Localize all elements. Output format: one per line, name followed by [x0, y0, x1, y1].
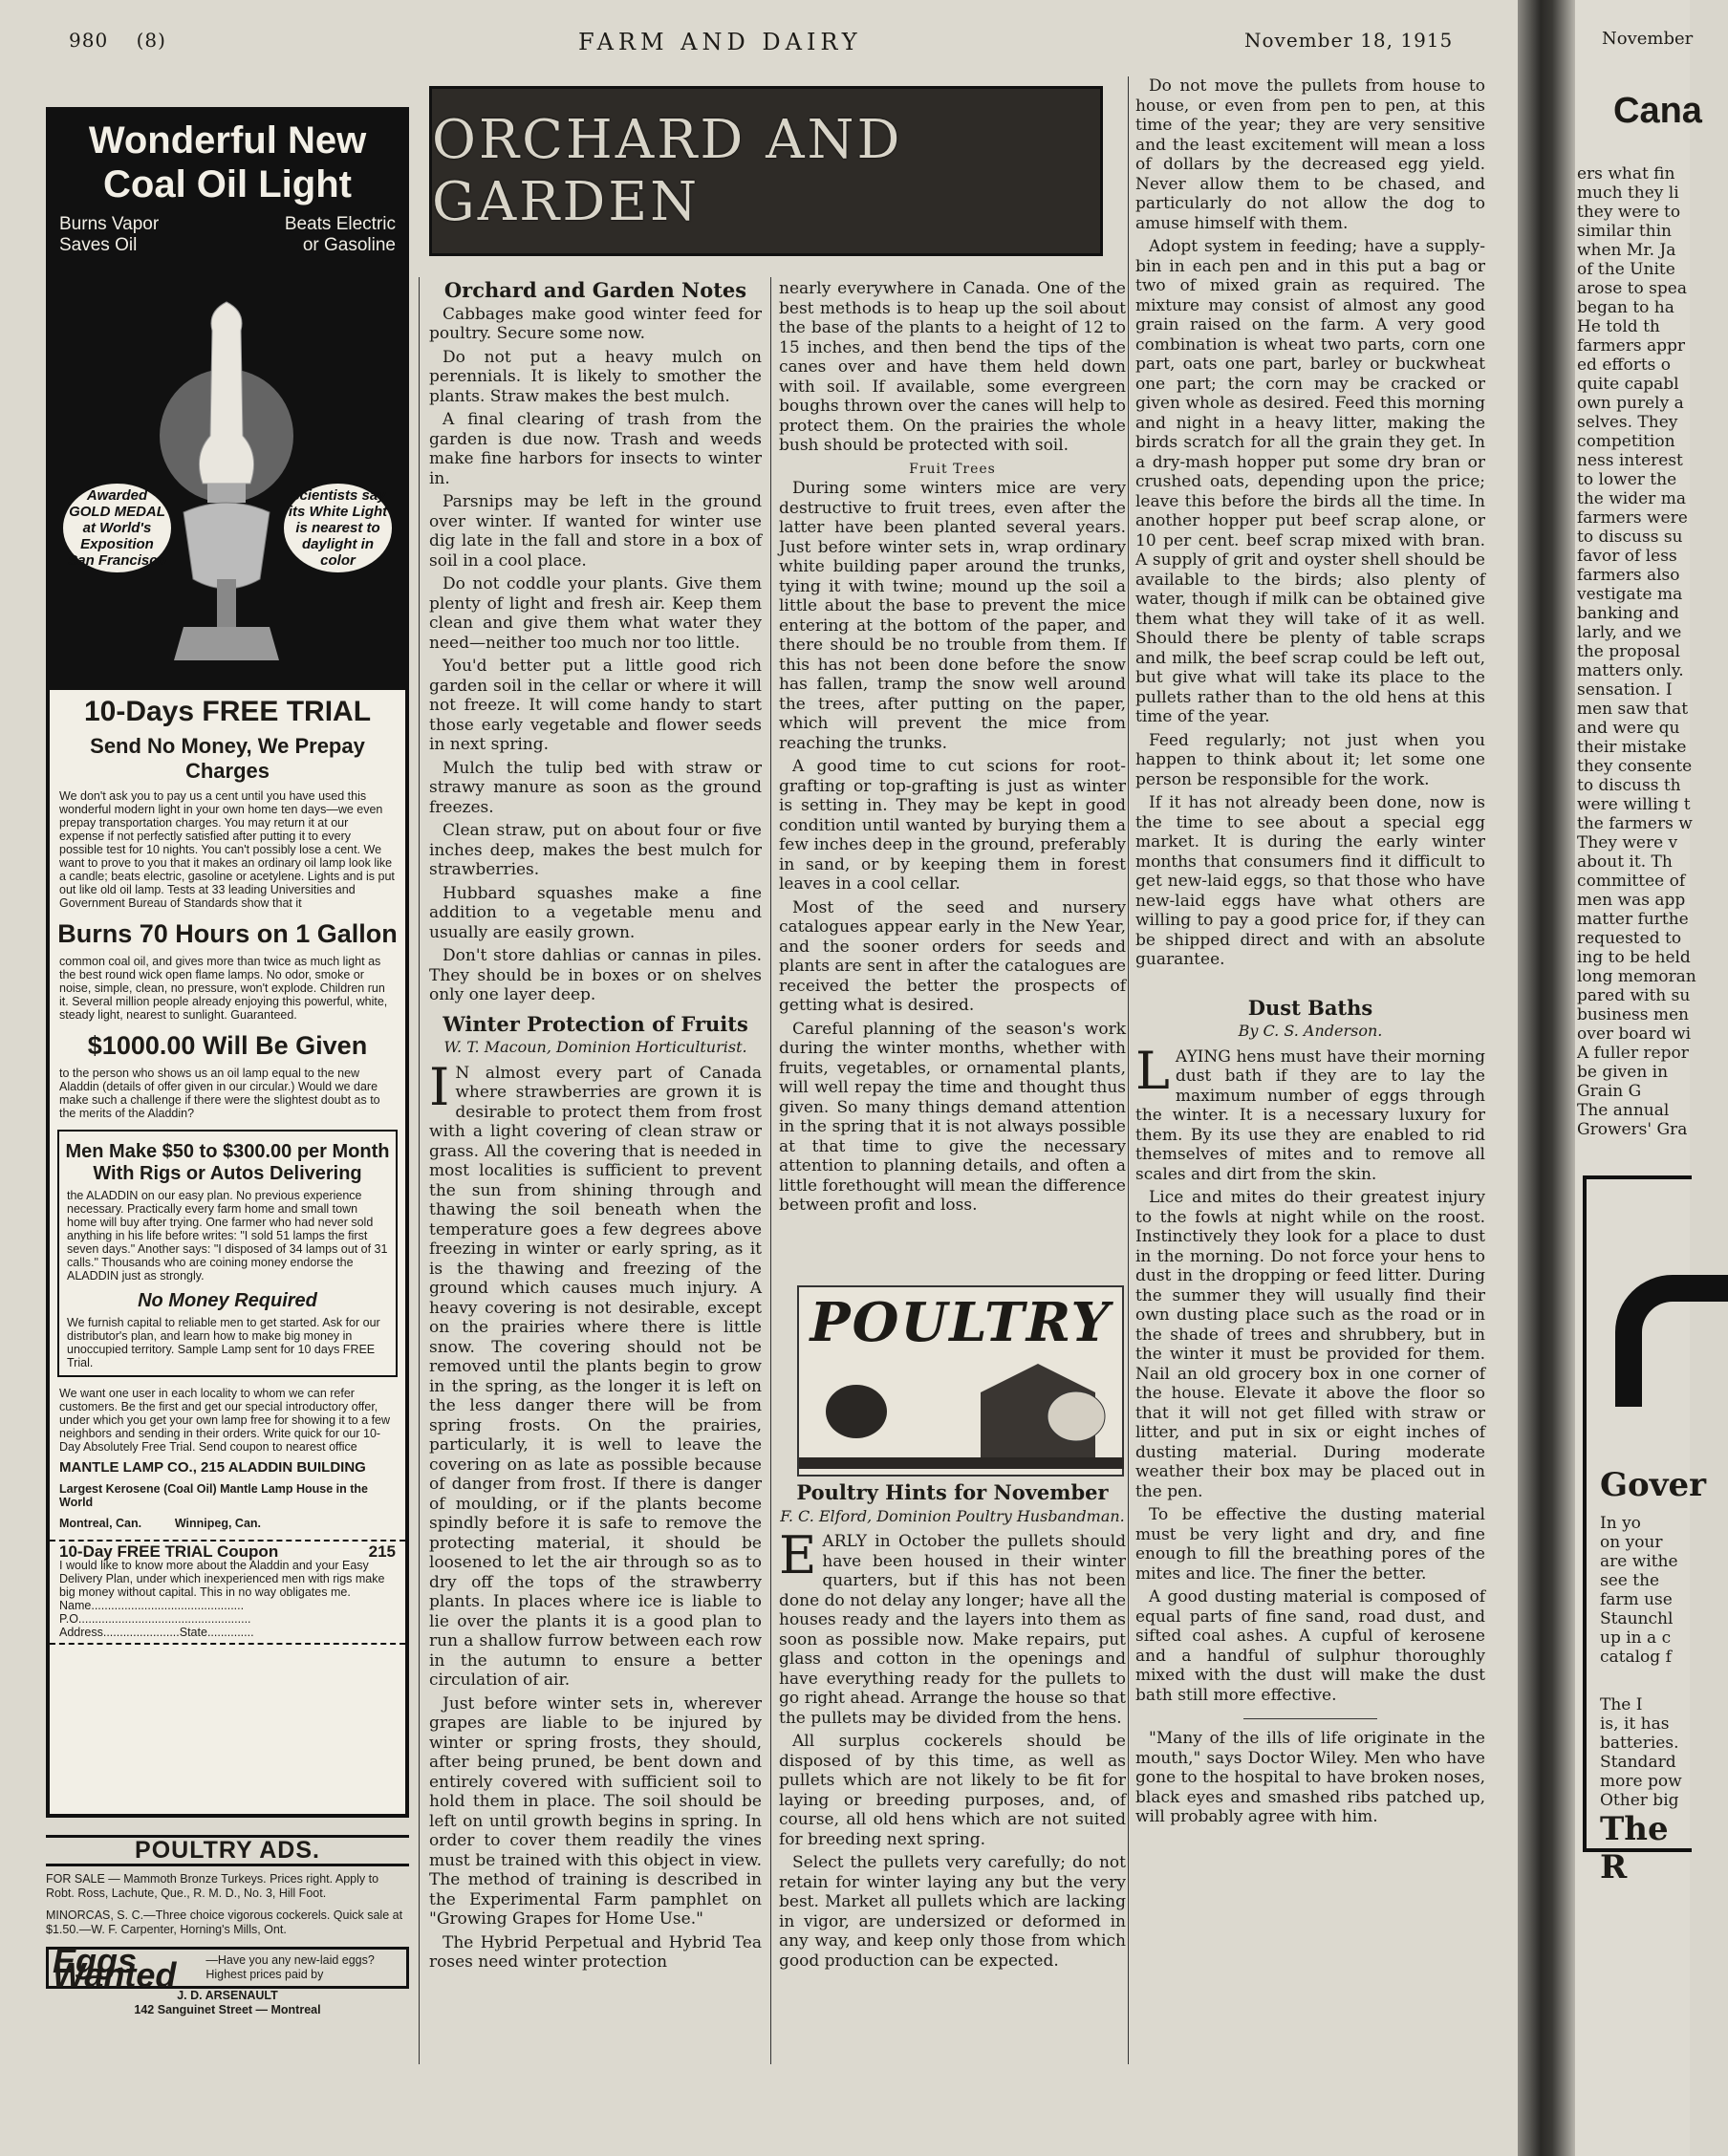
- text-line: committee of: [1577, 872, 1686, 891]
- dust-baths-paragraph: Lice and mites do their greatest injury to the fowls at night while on the roost. Instinctively they look for a place to dust in the morning. Do not force your hens to dust in the dropping or feed litter. During the summer they will usually find their own dusting place such as the road or in the shade of trees and shrubbery, but in the winter it must be provided for them. Nail an old grocery box in one corner of the house. Elevate it above the floor so that it will not get filled with straw or litter, and put in six or eight inches of dusting material. During moderate weather their box may be placed out in the pen.: [1135, 1188, 1485, 1501]
- text-line: larly, and we: [1577, 623, 1682, 642]
- coupon-text: I would like to know more about the Aladdin and your Easy Delivery Plan, under which inexperienced men with rigs make big money without capital. This in no way obligates me.: [59, 1559, 385, 1599]
- text-line: farmers also: [1577, 566, 1680, 585]
- text-line: the wider ma: [1577, 489, 1686, 508]
- text-line: the proposal: [1577, 642, 1680, 661]
- poultry-hints-continued: If it has not already been done, now is the time to see about a special egg market. It is during the early winter months that consumers find it difficult to get new-laid eggs, so that those who have new-laid eggs have what others are willing to pay a good price for, if they can be shipped direct and with an absolute guarantee.: [1135, 793, 1485, 969]
- poultry-hints-byline: F. C. Elford, Dominion Poultry Husbandman.: [780, 1506, 1125, 1525]
- burns-text: common coal oil, and gives more than twice as much light as the best round wick open flame lamps. No odor, smoke or noise, simple, clean, no pressure, won't explode. Children run it. Several million people already enjoying this powerful, white, steady light, nearest to sunlight. Guaranteed.: [59, 955, 388, 1022]
- text-line: up in a c: [1600, 1628, 1672, 1648]
- text-line: about it. Th: [1577, 852, 1673, 872]
- gold-medal-badge: Awarded GOLD MEDAL at World's Exposition San Francisco: [63, 484, 171, 572]
- text-line: long memoran: [1577, 967, 1696, 986]
- text-line: favor of less: [1577, 547, 1677, 566]
- coupon-number: 215: [368, 1542, 396, 1561]
- eggs-buyer-name: J. D. ARSENAULT: [177, 1989, 278, 2002]
- text-line: on your: [1600, 1533, 1663, 1552]
- winter-protection-title: Winter Protection of Fruits: [443, 1011, 748, 1036]
- text-line: batteries.: [1600, 1734, 1679, 1753]
- poultry-hints-title: Poultry Hints for November: [796, 1480, 1109, 1504]
- issue-date: November 18, 1915: [1244, 29, 1454, 52]
- orchard-note: A final clearing of trash from the garden is due now. Trash and weeds make fine harbors for insects to winter in.: [429, 410, 762, 488]
- facing-ad-heading: Gover: [1600, 1466, 1707, 1504]
- orchard-note: Do not coddle your plants. Give them plenty of light and fresh air. Keep them clean and give them what water they need—neither too much nor too little.: [429, 574, 762, 653]
- text-line: arose to spea: [1577, 279, 1687, 298]
- text-line: He told th: [1577, 317, 1660, 336]
- poultry-ad-turkeys: FOR SALE — Mammoth Bronze Turkeys. Prices right. Apply to Robt. Ross, Lachute, Que., R. M. D., No. 3, Hill Foot.: [46, 1872, 379, 1900]
- dust-baths-title: Dust Baths: [1247, 995, 1373, 1020]
- orchard-note: Cabbages make good winter feed for poultry. Secure some now.: [429, 304, 762, 343]
- column-rule: [770, 277, 771, 2064]
- coupon-title-row: [59, 1542, 396, 1561]
- orchard-note: You'd better put a little good rich garden soil in the cellar or where it will not freeze. It will come handy to start those early vegetable and flower seeds in next spring.: [429, 657, 762, 754]
- coupon-address-field[interactable]: Address.......................State..............: [59, 1626, 254, 1639]
- text-line: pared with su: [1577, 986, 1691, 1005]
- text-line: more pow: [1600, 1772, 1682, 1791]
- ad-header: [50, 111, 405, 690]
- facing-ad-footer: The R: [1600, 1810, 1669, 1886]
- text-line: the farmers w: [1577, 814, 1693, 833]
- aladdin-lamp-advertisement: [46, 107, 409, 1818]
- divider: [1243, 1718, 1377, 1719]
- coupon-name-field[interactable]: Name..............................................: [59, 1599, 245, 1612]
- text-line: Staunchl: [1600, 1609, 1674, 1628]
- facing-page-date: November: [1602, 29, 1694, 49]
- facing-ad-text: [1600, 1514, 1678, 1667]
- orchard-note: Do not put a heavy mulch on perennials. It is likely to smother the plants. Straw makes the best mulch.: [429, 347, 762, 406]
- drop-cap: E: [779, 1525, 817, 1585]
- text-line: vestigate ma: [1577, 585, 1683, 604]
- text-line: requested to: [1577, 929, 1682, 948]
- column-4: [1135, 76, 1485, 1831]
- binding-gutter: [1518, 0, 1575, 2156]
- poultry-ads: [46, 1835, 409, 2017]
- fruit-trees-paragraph: During some winters mice are very destructive to fruit trees, even after the latter have been planted several years. Just before winter sets in, wrap ordinary white building paper around the trunks, tying it with twine; mound up the soil a little about the base to prevent the mice entering at the bottom of the paper, and there should be no trouble from them. If this has not been done before the snow has fallen, tramp the snow well around the trees, after putting on the paper, which will prevent the mice from reaching the trunks.: [779, 479, 1126, 753]
- text-line: farm use: [1600, 1590, 1673, 1609]
- text-line: is, it has: [1600, 1714, 1670, 1734]
- masthead: FARM AND DAIRY: [578, 29, 862, 55]
- text-line: when Mr. Ja: [1577, 241, 1676, 260]
- column-2: [429, 279, 762, 1976]
- poultry-hints-paragraph: Select the pullets very carefully; do not retain for winter laying any but the very best. Market all pullets which are lacking in vigor, are undersized or deformed in any way, and keep only those from which good production can be expected.: [779, 1853, 1126, 1971]
- fruit-trees-paragraph: A good time to cut scions for root-grafting or top-grafting is just as winter is setting in. They may be kept in good condition until wanted by burying them a few inches deep in the ground, preferably in sand, or by keeping them in forest leaves in a cool cellar.: [779, 757, 1126, 894]
- men-make-heading: Men Make $50 to $300.00 per Month With Rigs or Autos Delivering: [65, 1141, 390, 1184]
- text-line: catalog f: [1600, 1648, 1672, 1667]
- text-line: Grain G: [1577, 1082, 1642, 1101]
- text-line: ness interest: [1577, 451, 1683, 470]
- user-wanted-text: We want one user in each locality to whom we can refer customers. Be the first and get our special introductory offer, under which you get your own lamp free for showing it to a few neighbors and sending in their orders. Write quick for our 10-Day Absolutely Free Trial. Send coupon to nearest office: [59, 1387, 391, 1454]
- text-line: were willing t: [1577, 795, 1691, 814]
- column-rule: [1128, 76, 1129, 2064]
- text-line: to discuss su: [1577, 528, 1683, 547]
- men-make-text: the ALADDIN on our easy plan. No previous experience necessary. Practically every farm home and small town home will buy after trying. One farmer who had never sold anything in his life before writes: "I sold 51 lamps the first seven days." Another says: "I disposed of 34 lamps out of 31 calls." Thousands who are coining money endorse the ALADDIN just as strongly.: [67, 1189, 388, 1283]
- ad-sub-right: Beats Electric or Gasoline: [284, 214, 396, 255]
- poultry-hints-lead: EARLY in October the pullets should have been housed in their winter quarters, but if this has not been done do not delay any longer; have all the houses ready and the layers into them as soon as possible now. Make repairs, put glass and cotton in the openings and have everything ready for the pullets to go right ahead. Arrange the house so that the pullets may be divided from the hens.: [779, 1525, 1126, 1728]
- white-light-badge: Scientists say its White Light is nearest to daylight in color: [284, 484, 392, 572]
- free-trial-heading: 10-Days FREE TRIAL: [83, 696, 372, 727]
- orchard-note: Clean straw, put on about four or five inches deep, makes the best mulch for strawberries.: [429, 821, 762, 879]
- eggs-wanted-title: Eggs Wanted: [53, 1941, 177, 1994]
- send-no-money-text: We don't ask you to pay us a cent until you have used this wonderful modern light in your own home ten days—we even prepay transportation charges. You may return it at our expense if not perfectly satisfied after putting it to every possible test for 10 nights. You can't possibly lose a cent. We want to prove to you that it makes an ordinary oil lamp look like a candle; beats electric, gasoline or acetylene. Lights and is put out like old oil lamp. Tests at 33 leading Universities and Government Bureau of Standards show that it: [59, 789, 395, 910]
- ad-subheads: [59, 214, 396, 256]
- poultry-hints-continued: Feed regularly; not just when you happen to think about it; let some one person be responsible for the work.: [1135, 730, 1485, 789]
- ad-graphic: [1615, 1275, 1728, 1407]
- text-line: matters only.: [1577, 661, 1684, 680]
- company-cities: Montreal, Can. Winnipeg, Can.: [59, 1517, 262, 1530]
- dust-baths-quote: "Many of the ills of life originate in the mouth," says Doctor Wiley. Men who have gone to the hospital to have broken noses, black eyes and smashed ribs patched up, will probably agree with him.: [1135, 1729, 1485, 1826]
- text-line: see the: [1600, 1571, 1660, 1590]
- text-line: A fuller repor: [1577, 1044, 1689, 1063]
- text-line: They were v: [1577, 833, 1678, 852]
- eggs-buyer-address: 142 Sanguinet Street — Montreal: [134, 2003, 321, 2016]
- eggs-wanted-text: —Have you any new-laid eggs? Highest prices paid by: [205, 1953, 375, 1981]
- text-line: The annual: [1577, 1101, 1670, 1120]
- text-line: they consente: [1577, 757, 1693, 776]
- text-line: own purely a: [1577, 394, 1684, 413]
- lamp-illustration: [155, 292, 298, 665]
- text-line: began to ha: [1577, 298, 1674, 317]
- poultry-hints-continued: Adopt system in feeding; have a supply-bin in each pen and in this put a bag or two of mixed grain as required. The mixture may consist of almost any good grain raised on the farm. A very good combination is wheat two parts, corn one part, oats one part, barley or buckwheat one part; the corn may be cracked or given whole as desired. Feed this morning and night in a heavy litter, making the birds scratch for all the grain they get. In a dry-mash hopper put some dry bran or crushed oats, depending upon the price; leave this before the birds all the time. In another hopper put beef scrap alone, or 10 per cent. beef scrap mixed with bran. A supply of grit and oyster shell should be available to the birds; also plenty of water, though if milk can be obtained give them what they will take of it as well. Should there be plenty of table scraps and milk, the beef scrap could be left out, but give what will take its place to the pullets rather than to the old hens at this time of the year.: [1135, 237, 1485, 726]
- text-line: competition: [1577, 432, 1675, 451]
- facing-page-ad: [1583, 1175, 1707, 1886]
- text-line: ed efforts o: [1577, 356, 1672, 375]
- winter-protection-paragraph: The Hybrid Perpetual and Hybrid Tea roses need winter protection: [429, 1932, 762, 1972]
- winter-protection-lead: I N almost every part of Canada where strawberries are grown it is desirable to protect them from frost with a light covering of clean straw or grass. All the covering that is needed in most localities is sufficient to prevent the sun from shining through and thawing the soil beneath when the temperature goes a few degrees above freezing in winter or early spring, as it is the thawing and freezing of the ground which causes much injury. A heavy covering is not desirable, except on the prairies where there is little snow. The covering should not be removed until the plants begin to grow in the spring, as the longer it is left on the less danger there will be from spring frosts. On the prairies, particularly, it is well to leave the covering on as late as possible because of danger from frost. If there is danger of moulding, or if the plants become spindly before it is safe to remove the protecting material, it should be loosened to let the air through so as to dry off the tops of the strawberry plants. In places where ice is liable to lie over the plants it is a good plan to run a shallow furrow between each row in the autumn to ensure a better circulation of air.: [429, 1056, 762, 1690]
- text-line: men saw that: [1577, 700, 1689, 719]
- text-line: of the Unite: [1577, 260, 1675, 279]
- text-line: to discuss th: [1577, 776, 1681, 795]
- agents-box: [57, 1130, 398, 1377]
- poultry-ads-title: POULTRY ADS.: [46, 1835, 409, 1866]
- poultry-banner: POULTRY: [797, 1285, 1124, 1477]
- company-name: MANTLE LAMP CO., 215 ALADDIN BUILDING: [59, 1459, 366, 1476]
- fruit-trees-paragraph: Careful planning of the season's work during the winter months, whether with fruits, vegetables, or ornamental plants, will well repay the time and thought thus given. So many things demand attention in the spring that it is not always possible at that time to give the necessary attention to planning details, and often a little forethought will mean the difference between profit and loss.: [779, 1019, 1126, 1215]
- poultry-hints-article: [779, 1479, 1126, 1974]
- winter-continued: nearly everywhere in Canada. One of the best methods is to heap up the soil about the base of the plants to a height of 12 to 15 inches, and then bend the tips of the canes over and have them held down with soil. If available, some evergreen boughs thrown over the canes will help to protect them. On the prairies the whole bush should be protected with soil.: [779, 279, 1126, 455]
- ad-headline-1: Wonderful New: [88, 119, 367, 162]
- dust-baths-byline: By C. S. Anderson.: [1238, 1022, 1383, 1040]
- eggs-wanted-ad: [46, 1941, 409, 1994]
- text-line: selves. They: [1577, 413, 1678, 432]
- orchard-note: Parsnips may be left in the ground over winter. If wanted for winter use dig late in the fall and store in a box of soil in a cool place.: [429, 492, 762, 571]
- orchard-note: Hubbard squashes make a fine addition to a vegetable menu and usually are easily grown.: [429, 883, 762, 942]
- no-money-heading: No Money Required: [138, 1290, 317, 1311]
- text-line: ers what fin: [1577, 164, 1675, 183]
- text-line: their mistake: [1577, 738, 1687, 757]
- company-tagline: Largest Kerosene (Coal Oil) Mantle Lamp House in the World: [59, 1482, 368, 1509]
- text-line: Growers' Gra: [1577, 1120, 1688, 1139]
- trial-coupon[interactable]: [50, 1540, 405, 1645]
- facing-page-column: [1577, 164, 1696, 1139]
- column-rule: [419, 277, 420, 2064]
- reward-heading: $1000.00 Will Be Given: [87, 1031, 368, 1060]
- text-line: to lower the: [1577, 470, 1677, 489]
- text-line: Other big: [1600, 1791, 1679, 1810]
- no-money-text: We furnish capital to reliable men to get started. Ask for our distributor's plan, and learn how to make big money in unoccupied territory. Sample Lamp sent for 10 days FREE Trial.: [67, 1316, 380, 1369]
- text-line: much they li: [1577, 183, 1679, 203]
- orchard-notes-title: Orchard and Garden Notes: [443, 278, 747, 302]
- poultry-hints-continued: Do not move the pullets from house to house, or even from pen to pen, at this time of the year; they are very sensitive and the least excitement will mean a loss of dollars by the decreased egg yield. Never allow them to be chased, and particularly do not allow the dog to amuse himself with them.: [1135, 76, 1485, 233]
- text-line: over board wi: [1577, 1024, 1692, 1044]
- text-line: Standard: [1600, 1753, 1676, 1772]
- ad-sub-left: Burns Vapor Saves Oil: [59, 214, 160, 255]
- page-number: 980 (8): [69, 29, 166, 52]
- poultry-ad-minorcas: MINORCAS, S. C.—Three choice vigorous cockerels. Quick sale at $1.50.—W. F. Carpenter, Horning's Mills, Ont.: [46, 1908, 403, 1936]
- text-line: banking and: [1577, 604, 1679, 623]
- winter-protection-paragraph: Just before winter sets in, wherever grapes are liable to be injured by winter or spring frosts, they should, after being pruned, be bent down and entirely covered with sufficient soil to hold them in place. The soil should be left on until growth begins in spring. In order to cover them readily the vines must be trained with this object in view. The method of training is described in the Experimental Farm pamphlet on "Growing Grapes for Home Use.": [429, 1693, 762, 1929]
- text-line: ing to be held: [1577, 948, 1691, 967]
- text-line: The I: [1600, 1695, 1643, 1714]
- coupon-po-field[interactable]: P.O....................................................: [59, 1612, 251, 1626]
- text-line: sensation. I: [1577, 680, 1673, 700]
- dust-baths-lead: LAYING hens must have their morning dust bath if they are to lay the maximum number of eggs through the winter. It is a necessary luxury for them. By its use they are enabled to rid themselves of mites and to remove all scales and dirt from the skin.: [1135, 1040, 1485, 1184]
- drop-cap: L: [1135, 1040, 1170, 1101]
- text-line: similar thin: [1577, 222, 1672, 241]
- text-line: men was app: [1577, 891, 1686, 910]
- facing-ad-text-2: [1600, 1695, 1682, 1810]
- text-line: are withe: [1600, 1552, 1678, 1571]
- poultry-illustration: [799, 1354, 1124, 1469]
- winter-protection-byline: W. T. Macoun, Dominion Horticulturist.: [443, 1038, 747, 1056]
- fruit-trees-paragraph: Most of the seed and nursery catalogues appear early in the New Year, and the sooner orders for seeds and plants are sent in after the catalogues are received the better the prospects of getting what is desired.: [779, 897, 1126, 1015]
- reward-text: to the person who shows us an oil lamp equal to the new Aladdin (details of offer given in our circular.) Would we dare make such a challenge if there were the slightest doubt as to the merits of the Aladdin?: [59, 1067, 380, 1120]
- text-line: business men: [1577, 1005, 1689, 1024]
- column-3: [779, 279, 1126, 1219]
- coupon-title: 10-Day FREE TRIAL Coupon: [59, 1542, 279, 1561]
- ad-headline-2: Coal Oil Light: [103, 163, 352, 205]
- facing-page-fragment: [1575, 0, 1707, 2156]
- send-no-money-heading: Send No Money, We Prepay Charges: [90, 734, 365, 783]
- burns-70-hours-heading: Burns 70 Hours on 1 Gallon: [57, 919, 398, 948]
- fruit-trees-subhead: Fruit Trees: [909, 461, 996, 477]
- text-line: matter furthe: [1577, 910, 1689, 929]
- text-line: farmers appr: [1577, 336, 1686, 356]
- facing-page-title: Cana: [1613, 91, 1702, 131]
- text-line: they were to: [1577, 203, 1681, 222]
- text-line: be given in: [1577, 1063, 1669, 1082]
- orchard-garden-banner: ORCHARD AND GARDEN: [429, 86, 1103, 256]
- text-line: In yo: [1600, 1514, 1641, 1533]
- orchard-note: Don't store dahlias or cannas in piles. They should be in boxes or on shelves only one layer deep.: [429, 946, 762, 1004]
- poultry-hints-paragraph: All surplus cockerels should be disposed of by this time, as well as pullets which are not likely to be fit for laying or breeding purposes, and, of course, all old hens which are not suited for breeding next spring.: [779, 1732, 1126, 1849]
- orchard-note: Mulch the tulip bed with straw or strawy manure as soon as the ground freezes.: [429, 758, 762, 817]
- dust-baths-paragraph: A good dusting material is composed of equal parts of fine sand, road dust, and sifted coal ashes. A cupful of kerosene and a handful of sulphur thoroughly mixed with the dust will make the dust bath still more effective.: [1135, 1587, 1485, 1705]
- text-line: and were qu: [1577, 719, 1680, 738]
- text-line: quite capabl: [1577, 375, 1679, 394]
- drop-cap: I: [429, 1056, 450, 1117]
- dust-baths-paragraph: To be effective the dusting material must be very light and dry, and fine enough to fill the breathing pores of the mites and lice. The finer the better.: [1135, 1505, 1485, 1584]
- text-line: farmers were: [1577, 508, 1688, 528]
